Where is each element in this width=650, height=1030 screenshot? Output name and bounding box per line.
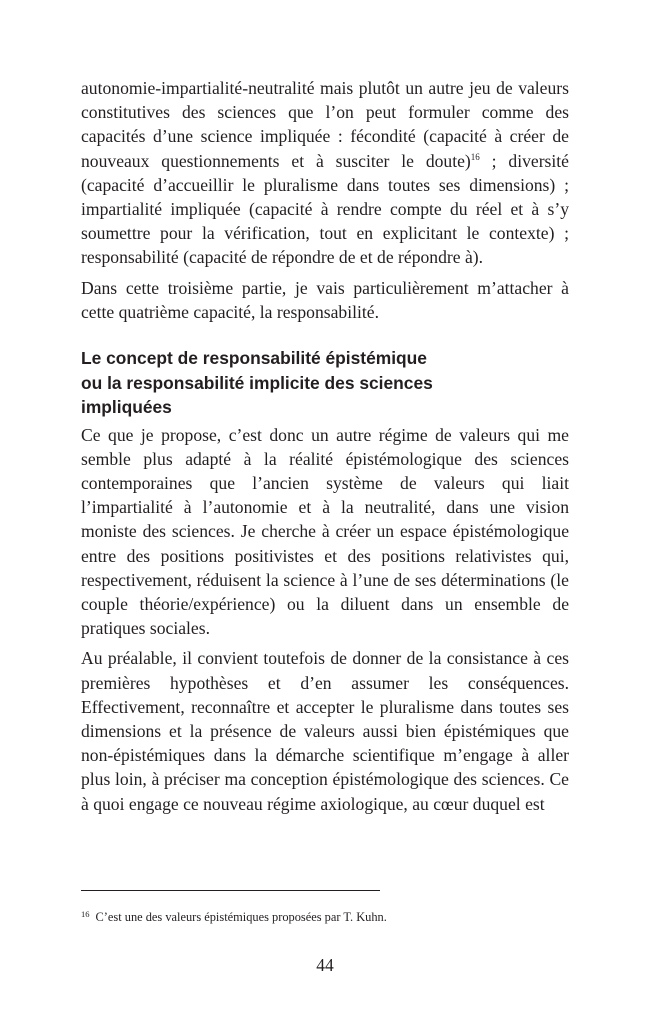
footnote-reference[interactable]: 16 bbox=[470, 151, 480, 162]
footnote-divider bbox=[81, 890, 380, 891]
section-heading-line: impliquées bbox=[81, 397, 172, 418]
paragraph: Au préalable, il convient toutefois de donner de la consistance à ces premières hypothèses et d’en assumer les conséquences. Effectivement, reconnaître et accepter le pluralisme dans toutes ses dimensions et la présence de valeurs aussi bien épistémiques que non-épistémiques dans la démarche scientifique m’engage à aller plus loin, à préciser ma conception épistémologique des sciences. Ce à quoi engage ce nouveau régime axiologique, au cœur duquel est bbox=[81, 648, 569, 814]
section-heading-line: ou la responsabilité implicite des sciences bbox=[81, 372, 433, 393]
paragraph: Ce que je propose, c’est donc un autre régime de valeurs qui me semble plus adapté à la réalité épistémologique des sciences contemporaines que l’ancien système de valeurs qui liait l’impartialité à l’autonomie et à la neutralité, dans une vision moniste des sciences. Je cherche à créer un espace épistémologique entre des positions positivistes et des positions relativistes qui, respectivement, réduisent la science à l’une de ses déterminations (le couple théorie/expérience) ou la diluent dans un ensemble de pratiques sociales. bbox=[81, 424, 569, 639]
footnote bbox=[81, 906, 569, 925]
paragraph-text: ; diversité (capacité d’accueillir le pluralisme dans toutes ses dimensions) ; impartialité impliquée (capacité à rendre compte du réel et à s’y soumettre pour la vérification, tout en explicitant le contexte) ; responsabilité (capacité de répondre de et de répondre à). bbox=[81, 150, 569, 268]
paragraph: Dans cette troisième partie, je vais particulièrement m’attacher à cette quatrième capacité, la responsabilité. bbox=[81, 277, 569, 322]
paragraph-text: autonomie-impartialité-neutralité mais plutôt un autre jeu de valeurs constitutives des sciences que l’on peut formuler comme des capacités d’une science impliquée : fécondité (capacité à créer de nouveaux questionnements et à susciter le doute) bbox=[81, 78, 569, 171]
page-body bbox=[81, 76, 569, 822]
section-heading bbox=[81, 346, 569, 420]
footnote-number: 16 bbox=[81, 909, 90, 919]
section-heading-line: Le concept de responsabilité épistémique bbox=[81, 348, 427, 369]
paragraph bbox=[81, 76, 569, 270]
footnote-text: C’est une des valeurs épistémiques proposées par T. Kuhn. bbox=[95, 910, 387, 924]
page-number: 44 bbox=[316, 955, 334, 975]
